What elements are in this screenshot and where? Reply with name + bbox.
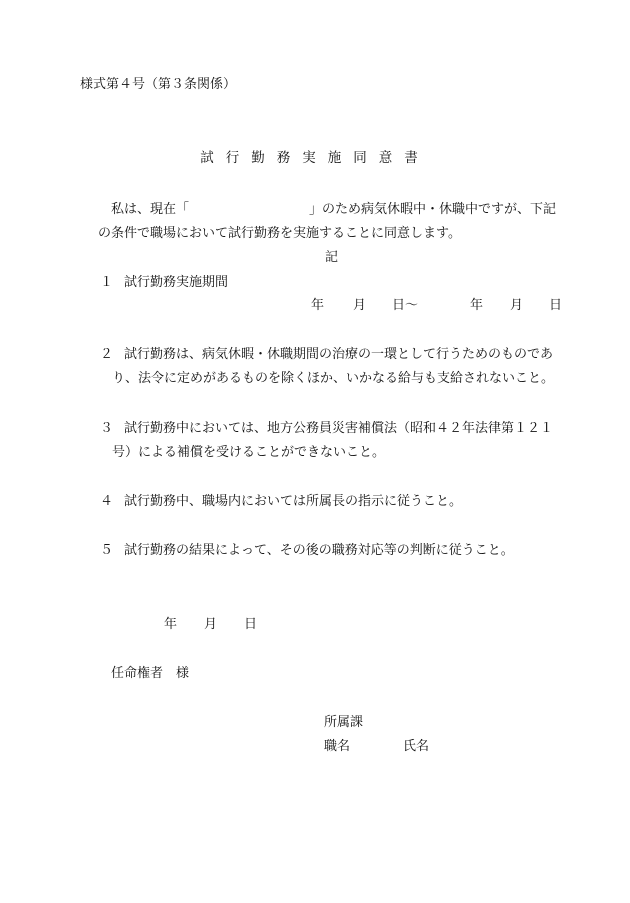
item-number: １ — [100, 275, 114, 290]
item-text: 試行勤務実施期間 — [124, 275, 229, 290]
item-number: ４ — [100, 494, 114, 509]
sign-date-year: 年 — [164, 617, 178, 632]
item-number: ２ — [100, 347, 114, 362]
item-text: 試行勤務中においては、地方公務員災害補償法（昭和４２年法律第１２１ — [124, 421, 554, 436]
form-number: 様式第４号（第３条関係） — [80, 77, 237, 92]
item-5 — [100, 542, 514, 560]
period-start-day: 日～ — [392, 298, 419, 313]
department-label: 所属課 — [324, 715, 364, 730]
item-text: 試行勤務は、病気休暇・休職期間の治療の一環として行うためのものであ — [124, 347, 554, 362]
sign-date-month: 月 — [204, 617, 218, 632]
sign-date-day: 日 — [244, 617, 258, 632]
position-label: 職名 — [324, 739, 351, 754]
item-2 — [100, 346, 553, 364]
reason-blank-field[interactable] — [191, 201, 309, 219]
item-3 — [100, 420, 553, 438]
ki-label: 記 — [325, 250, 339, 265]
intro-line2: の条件で職場において試行勤務を実施することに同意します。 — [98, 226, 461, 241]
intro-line1-prefix: 私は、現在「 — [111, 202, 190, 217]
period-end-month: 月 — [510, 298, 524, 313]
addressee: 任命権者 様 — [111, 666, 190, 681]
document-title: 試行勤務実施同意書 — [200, 150, 430, 166]
item-3-line2: 号）による補償を受けることができないこと。 — [112, 445, 386, 460]
period-end-year: 年 — [470, 298, 484, 313]
intro-line1-suffix: 」のため病気休暇中・休職中ですが、下記 — [309, 202, 557, 217]
item-4 — [100, 493, 462, 511]
item-1 — [100, 274, 228, 292]
item-2-line2: り、法令に定めがあるものを除くほか、いかなる給与も支給されないこと。 — [112, 371, 555, 386]
period-end-day: 日 — [549, 298, 563, 313]
item-text: 試行勤務の結果によって、その後の職務対応等の判断に従うこと。 — [124, 543, 514, 558]
period-start-month: 月 — [353, 298, 367, 313]
period-start-year: 年 — [311, 298, 325, 313]
name-label: 氏名 — [403, 739, 430, 754]
item-text: 試行勤務中、職場内においては所属長の指示に従うこと。 — [124, 494, 463, 509]
item-number: ３ — [100, 421, 114, 436]
item-number: ５ — [100, 543, 114, 558]
